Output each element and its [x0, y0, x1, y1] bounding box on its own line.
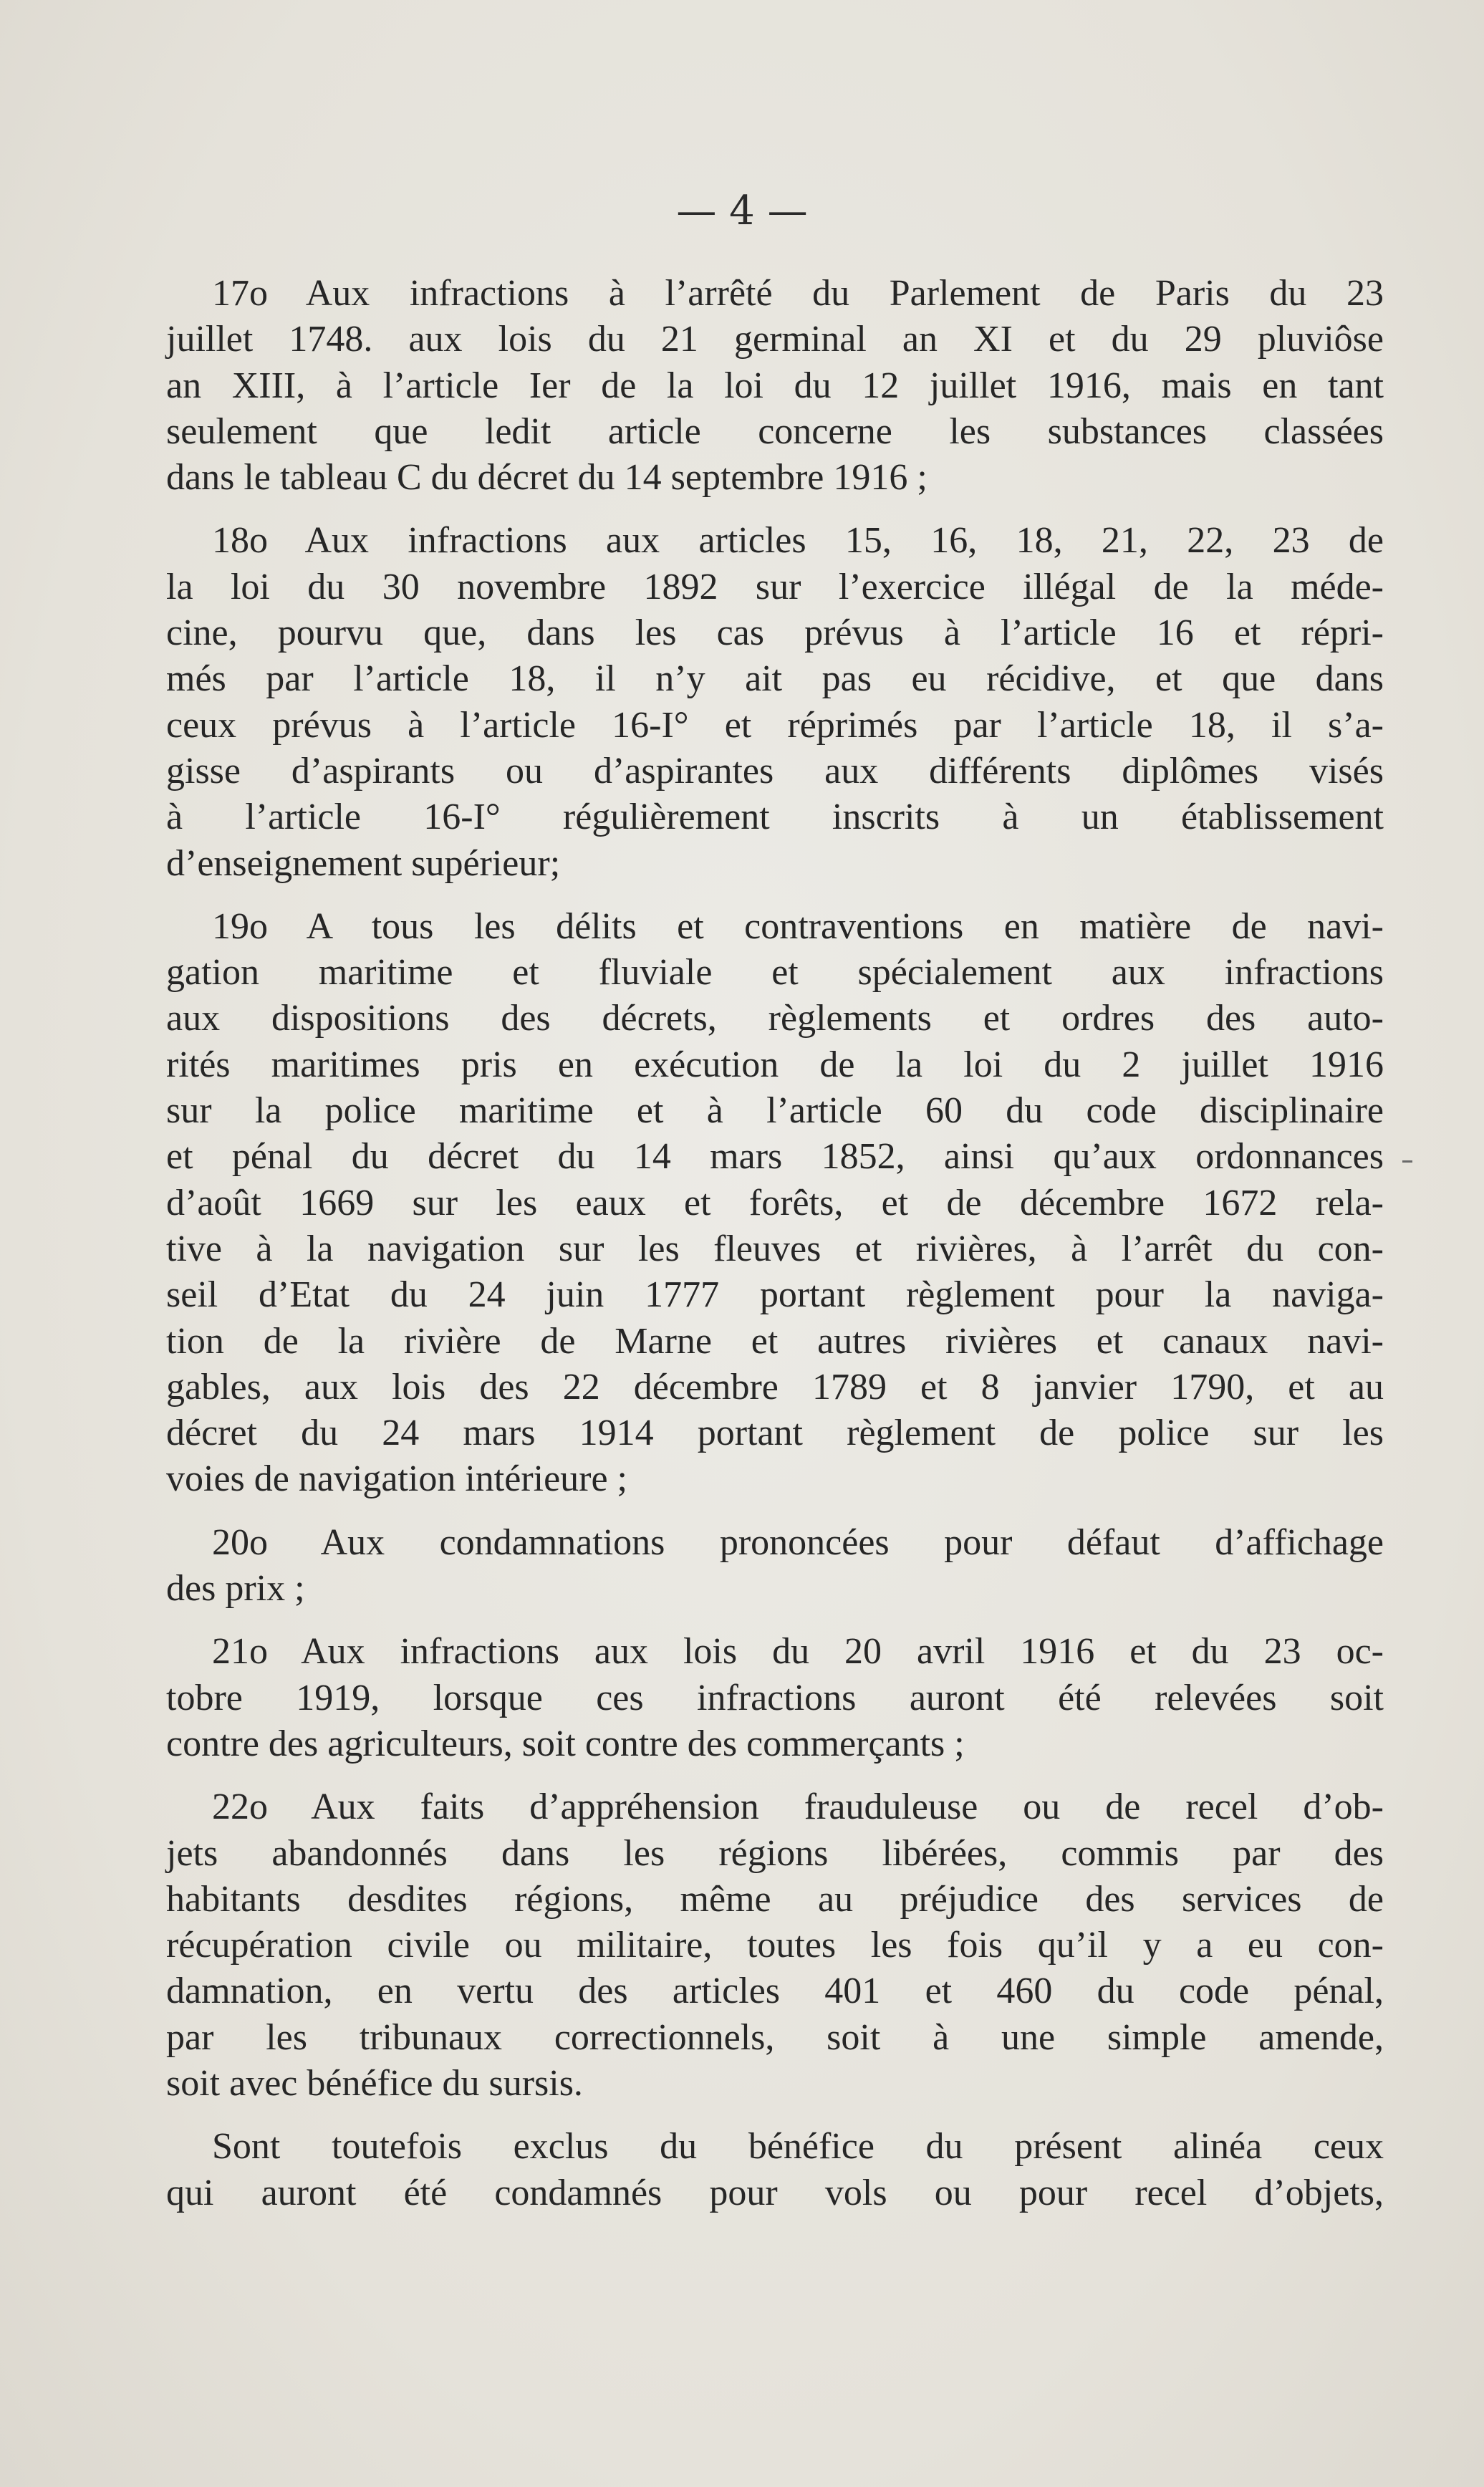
text-line: par les tribunaux correctionnels, soit à une simple amende,: [166, 2016, 1384, 2058]
text-line: 18o Aux infractions aux articles 15, 16, 18, 21, 22, 23 de: [212, 520, 1384, 562]
text-line: 20o Aux condamnations prononcées pour défaut d’affichage: [212, 1521, 1384, 1563]
text-line: des prix ;: [166, 1568, 305, 1610]
text-line: damnation, en vertu des articles 401 et 460 du code pénal,: [166, 1971, 1384, 2012]
text-line: 22o Aux faits d’appréhension frauduleuse ou de recel d’ob-: [212, 1786, 1384, 1828]
text-line: à l’article 16-I° régulièrement inscrits à un établissement: [166, 797, 1384, 838]
text-line: cine, pourvu que, dans les cas prévus à l’article 16 et répri-: [166, 612, 1384, 654]
text-line: d’août 1669 sur les eaux et forêts, et de décembre 1672 rela-: [166, 1182, 1384, 1223]
text-line: Sont toutefois exclus du bénéfice du présent alinéa ceux: [212, 2126, 1384, 2168]
text-line: 17o Aux infractions à l’arrêté du Parlement de Paris du 23: [212, 273, 1384, 314]
text-line: dans le tableau C du décret du 14 septembre 1916 ;: [166, 457, 928, 499]
text-line: voies de navigation intérieure ;: [166, 1458, 628, 1500]
text-line: juillet 1748. aux lois du 21 germinal an XI et du 29 pluviôse: [166, 319, 1384, 360]
paragraph-21: [166, 1629, 1384, 1767]
text-line: gation maritime et fluviale et spécialement aux infractions: [166, 952, 1384, 994]
text-line: soit avec bénéfice du sursis.: [166, 2062, 583, 2104]
paragraph-22: [166, 1784, 1384, 2107]
text-line: et pénal du décret du 14 mars 1852, ainsi qu’aux ordonnances: [166, 1136, 1384, 1178]
text-line: tion de la rivière de Marne et autres rivières et canaux navi-: [166, 1320, 1384, 1362]
text-line: ceux prévus à l’article 16-I° et réprimés par l’article 18, il s’a-: [166, 704, 1384, 746]
text-line: gisse d’aspirants ou d’aspirantes aux différents diplômes visés: [166, 750, 1384, 792]
paragraph-17: [166, 271, 1384, 501]
body-text: [166, 271, 1384, 2216]
text-line: aux dispositions des décrets, règlements et ordres des auto-: [166, 998, 1384, 1039]
text-line: décret du 24 mars 1914 portant règlement de police sur les: [166, 1413, 1384, 1454]
text-line: qui auront été condamnés pour vols ou pour recel d’objets,: [166, 2172, 1384, 2213]
text-line: tive à la navigation sur les fleuves et rivières, à l’arrêt du con-: [166, 1228, 1384, 1269]
text-line: an XIII, à l’article Ier de la loi du 12 juillet 1916, mais en tant: [166, 365, 1384, 406]
paragraph-19: [166, 904, 1384, 1503]
text-line: seil d’Etat du 24 juin 1777 portant règlement pour la naviga-: [166, 1274, 1384, 1316]
paragraph-18: [166, 518, 1384, 886]
text-line: 21o Aux infractions aux lois du 20 avril 1916 et du 23 oc-: [212, 1631, 1384, 1673]
text-line: d’enseignement supérieur;: [166, 842, 561, 884]
text-line: tobre 1919, lorsque ces infractions auront été relevées soit: [166, 1677, 1384, 1718]
text-line: 19o A tous les délits et contraventions en matière de navi-: [212, 905, 1384, 947]
text-line: seulement que ledit article concerne les substances classées: [166, 410, 1384, 452]
text-line: més par l’article 18, il n’y ait pas eu récidive, et que dans: [166, 658, 1384, 700]
text-line: contre des agriculteurs, soit contre des commerçants ;: [166, 1723, 965, 1764]
text-line: rités maritimes pris en exécution de la loi du 2 juillet 1916: [166, 1044, 1384, 1085]
text-line: récupération civile ou militaire, toutes les fois qu’il y a eu con-: [166, 1925, 1384, 1966]
margin-mark: [1402, 1160, 1412, 1163]
text-line: sur la police maritime et à l’article 60 du code disciplinaire: [166, 1090, 1384, 1132]
text-line: jets abandonnés dans les régions libérées, commis par des: [166, 1832, 1384, 1874]
text-line: gables, aux lois des 22 décembre 1789 et 8 janvier 1790, et au: [166, 1366, 1384, 1408]
text-line: habitants desdites régions, même au préjudice des services de: [166, 1878, 1384, 1920]
paragraph-final: [166, 2124, 1384, 2216]
paragraph-20: [166, 1520, 1384, 1612]
page-number: — 4 —: [676, 188, 808, 234]
text-line: la loi du 30 novembre 1892 sur l’exercice illégal de la méde-: [166, 566, 1384, 607]
